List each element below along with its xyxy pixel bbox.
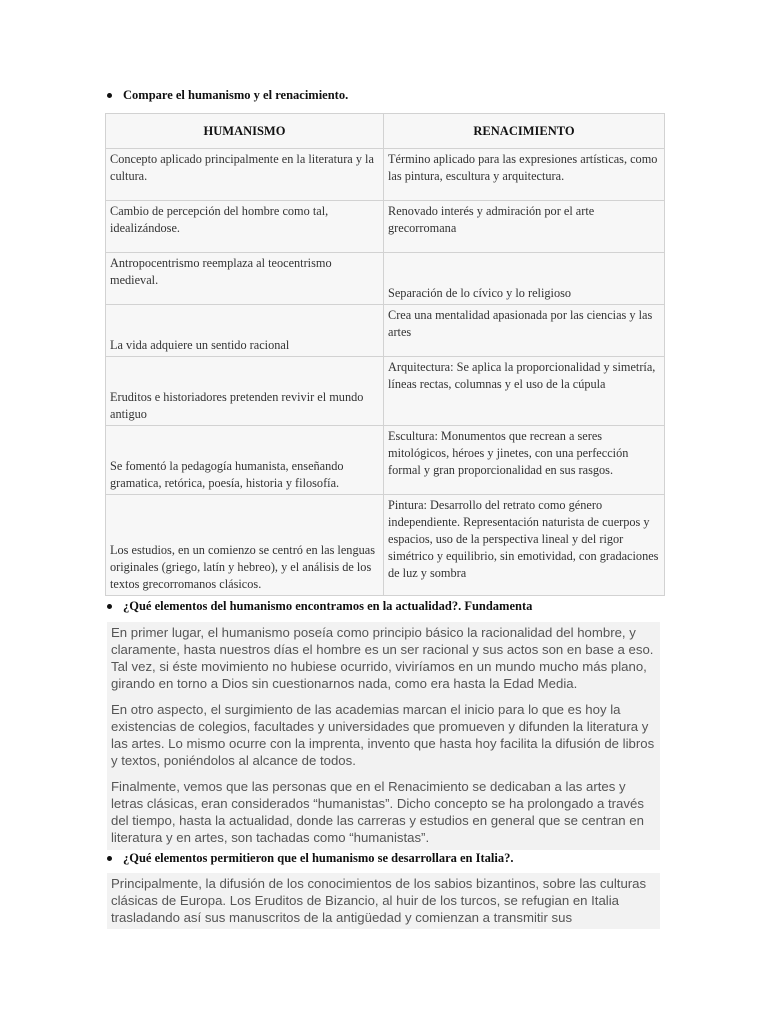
table-row bbox=[106, 495, 665, 596]
table-cell: Antropocentrismo reemplaza al teocentrismo medieval. bbox=[106, 253, 384, 305]
question-2-text: ¿Qué elementos del humanismo encontramos en la actualidad?. Fundamenta bbox=[123, 599, 533, 613]
table-row bbox=[106, 149, 665, 201]
answer-3-block bbox=[107, 873, 660, 929]
comparison-table bbox=[105, 113, 665, 596]
table-cell: Escultura: Monumentos que recrean a seres mitológicos, héroes y jinetes, con una perfección formal y gran proporcionalidad en sus rasgos. bbox=[384, 426, 665, 495]
table-cell: Separación de lo cívico y lo religioso bbox=[384, 253, 665, 305]
answer-2-paragraph: En primer lugar, el humanismo poseía como principio básico la racionalidad del hombre, y claramente, hasta nuestros días el hombre es un ser racional y sus actos son en base a eso. Tal vez, si éste movimiento no hubiese ocurrido, viviríamos en un mundo mucho más plano, girando en torno a Dios sin cuestionarnos nada, como era hasta la Edad Media. bbox=[111, 625, 654, 691]
bullet-icon bbox=[107, 856, 112, 861]
table-cell: Concepto aplicado principalmente en la literatura y la cultura. bbox=[106, 149, 384, 201]
table-cell: Se fomentó la pedagogía humanista, enseñando gramatica, retórica, poesía, historia y filosofía. bbox=[106, 426, 384, 495]
table-cell: Término aplicado para las expresiones artísticas, como las pintura, escultura y arquitectura. bbox=[384, 149, 665, 201]
answer-3-paragraph: Principalmente, la difusión de los conocimientos de los sabios bizantinos, sobre las culturas clásicas de Europa. Los Eruditos de Bizancio, al huir de los turcos, se refugian en Italia trasladando así sus manuscritos de la antigüedad y comienzan a transmitir sus bbox=[111, 876, 647, 925]
bullet-icon bbox=[107, 93, 112, 98]
table-row bbox=[106, 426, 665, 495]
table-cell: Pintura: Desarrollo del retrato como género independiente. Representación naturista de cuerpos y espacios, uso de la perspectiva lineal y del rigor simétrico y equilibrio, sin emotividad, con gradaciones de luz y sombra bbox=[384, 495, 665, 596]
table-cell: Eruditos e historiadores pretenden revivir el mundo antiguo bbox=[106, 357, 384, 426]
question-3-text: ¿Qué elementos permitieron que el humanismo se desarrollara en Italia?. bbox=[123, 851, 514, 865]
table-cell: Renovado interés y admiración por el arte grecorromana bbox=[384, 201, 665, 253]
table-header-row bbox=[106, 114, 665, 149]
header-humanismo: HUMANISMO bbox=[106, 114, 384, 149]
table-row bbox=[106, 305, 665, 357]
answer-2-paragraph: En otro aspecto, el surgimiento de las academias marcan el inicio para lo que es hoy la existencias de colegios, facultades y universidades que promueven y difunden la literatura y las artes. Lo mismo ocurre con la imprenta, invento que hasta hoy facilita la difusión de libros y textos, poniéndolos al alcance de todos. bbox=[111, 702, 655, 768]
table-row bbox=[106, 253, 665, 305]
table-row bbox=[106, 357, 665, 426]
question-1 bbox=[107, 88, 348, 103]
question-3 bbox=[107, 851, 513, 866]
header-renacimiento: RENACIMIENTO bbox=[384, 114, 665, 149]
table-cell: Los estudios, en un comienzo se centró en las lenguas originales (griego, latín y hebreo), y el análisis de los textos grecorromanos clásicos. bbox=[106, 495, 384, 596]
question-2 bbox=[107, 599, 532, 614]
table-cell: La vida adquiere un sentido racional bbox=[106, 305, 384, 357]
answer-2-block bbox=[107, 622, 660, 850]
table-cell: Cambio de percepción del hombre como tal, idealizándose. bbox=[106, 201, 384, 253]
bullet-icon bbox=[107, 604, 112, 609]
table-cell: Crea una mentalidad apasionada por las ciencias y las artes bbox=[384, 305, 665, 357]
table-cell: Arquitectura: Se aplica la proporcionalidad y simetría, líneas rectas, columnas y el uso de la cúpula bbox=[384, 357, 665, 426]
answer-2-paragraph: Finalmente, vemos que las personas que en el Renacimiento se dedicaban a las artes y letras clásicas, eran considerados “humanistas”. Dicho concepto se ha prolongado a través del tiempo, hasta la actualidad, donde las carreras y estudios en general que se centran en literatura y en artes, son tachadas como “humanistas”. bbox=[111, 779, 644, 845]
table-row bbox=[106, 201, 665, 253]
question-1-text: Compare el humanismo y el renacimiento. bbox=[123, 88, 349, 102]
